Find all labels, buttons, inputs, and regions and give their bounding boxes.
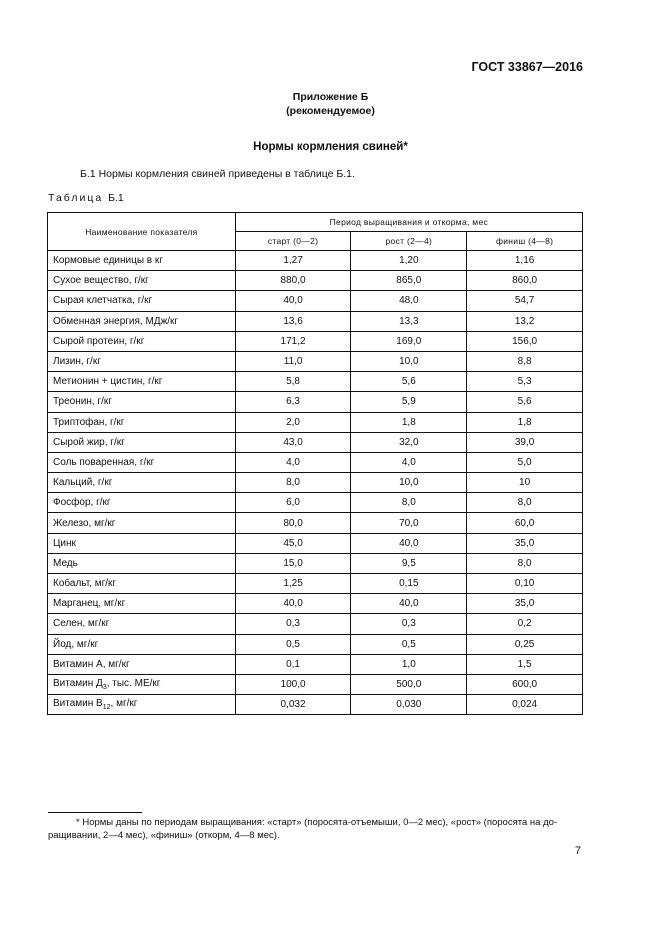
value-finish: 0,25 [467,634,583,654]
indicator-name-text: Йод, мг/кг [53,638,99,650]
value-growth: 70,0 [351,513,467,533]
table-row [48,251,583,271]
header-indicator: Наименование показателя [48,213,236,251]
indicator-name-text: Селен, мг/кг [53,618,110,630]
table-row [48,654,583,674]
indicator-subscript: 3 [102,684,107,692]
value-finish: 39,0 [467,432,583,452]
indicator-name-text: Кормовые единицы в кг [53,255,163,267]
value-finish: 156,0 [467,331,583,351]
indicator-unit: , тыс. МЕ/кг [106,678,161,690]
value-start: 0,032 [235,695,351,715]
value-finish: 5,3 [467,372,583,392]
indicator-name [48,553,236,573]
indicator-name-text: Витамин В [53,698,103,710]
value-start: 13,6 [235,311,351,331]
indicator-unit: , мг/кг [110,698,138,710]
value-finish: 54,7 [467,291,583,311]
indicator-name [48,392,236,412]
indicator-name-text: Сухое вещество, г/кг [53,275,149,287]
indicator-name [48,271,236,291]
value-finish: 0,10 [467,574,583,594]
value-start: 80,0 [235,513,351,533]
table-row [48,311,583,331]
indicator-name-text: Витамин Д [53,678,103,690]
indicator-name [48,473,236,493]
value-growth: 865,0 [351,271,467,291]
page-number: 7 [574,845,581,857]
table-caption-word: Таблица [48,192,104,204]
value-start: 6,0 [235,493,351,513]
indicator-name [48,311,236,331]
value-finish: 1,16 [467,251,583,271]
value-growth: 1,8 [351,412,467,432]
indicator-name-text: Кальций, г/кг [53,477,113,489]
value-finish: 1,5 [467,654,583,674]
indicator-name-text: Цинк [53,537,76,549]
indicator-name [48,533,236,553]
value-start: 4,0 [235,452,351,472]
table-row [48,634,583,654]
value-growth: 32,0 [351,432,467,452]
indicator-subscript: 12 [102,704,111,712]
indicator-name-text: Фосфор, г/кг [53,497,111,509]
footnote-line-2: ращивании, 2—4 мес), «финиш» (откорм, 4—8 мес). [48,830,280,841]
indicator-name-text: Триптофан, г/кг [53,416,125,428]
value-start: 5,8 [235,372,351,392]
table-row [48,331,583,351]
appendix-subtitle: (рекомендуемое) [286,105,375,117]
table-row [48,674,583,694]
indicator-name-text: Кобальт, мг/кг [53,578,117,590]
indicator-name-text: Метионин + цистин, г/кг [53,376,163,388]
value-start: 8,0 [235,473,351,493]
table-row [48,372,583,392]
indicator-name-text: Обменная энергия, МДж/кг [53,315,179,327]
indicator-name-text: Железо, мг/кг [53,517,116,529]
value-finish: 860,0 [467,271,583,291]
value-growth: 0,5 [351,634,467,654]
footnote-line-1: * Нормы даны по периодам выращивания: «старт» (поросята-отъемыши, 0—2 мес), «рост» (поросята на до- [76,817,558,828]
indicator-name [48,574,236,594]
indicator-name [48,291,236,311]
value-growth: 1,20 [351,251,467,271]
table-body [48,251,583,715]
table-row [48,513,583,533]
value-growth: 5,9 [351,392,467,412]
table-row [48,412,583,432]
indicator-name [48,594,236,614]
value-growth: 0,030 [351,695,467,715]
header-period: Период выращивания и откорма, мес [235,213,582,232]
section-title: Нормы кормления свиней* [253,141,408,153]
table-row [48,351,583,371]
table-row [48,452,583,472]
value-finish: 600,0 [467,674,583,694]
table-caption-number: Б.1 [108,192,124,204]
value-start: 0,1 [235,654,351,674]
indicator-name [48,695,236,715]
table-row [48,271,583,291]
value-finish: 0,2 [467,614,583,634]
value-finish: 10 [467,473,583,493]
value-start: 880,0 [235,271,351,291]
value-start: 0,5 [235,634,351,654]
table-row [48,291,583,311]
value-start: 40,0 [235,291,351,311]
indicator-name [48,513,236,533]
value-finish: 1,8 [467,412,583,432]
value-start: 6,3 [235,392,351,412]
indicator-name [48,674,236,694]
footnote [48,816,583,842]
value-growth: 500,0 [351,674,467,694]
appendix-title: Приложение Б [292,91,369,103]
indicator-name-text: Сырая клетчатка, г/кг [53,295,153,307]
table-row [48,695,583,715]
feeding-norms-table [47,212,583,715]
value-start: 0,3 [235,614,351,634]
indicator-name-text: Марганец, мг/кг [53,598,126,610]
header-column-start: старт (0—2) [235,232,351,251]
indicator-name [48,351,236,371]
appendix-heading [0,90,661,118]
value-growth: 48,0 [351,291,467,311]
value-growth: 0,15 [351,574,467,594]
indicator-name [48,654,236,674]
table-row [48,614,583,634]
indicator-name [48,372,236,392]
value-growth: 5,6 [351,372,467,392]
value-growth: 0,3 [351,614,467,634]
value-growth: 10,0 [351,351,467,371]
footnote-divider [48,812,142,813]
indicator-name-text: Треонин, г/кг [53,396,112,408]
value-growth: 40,0 [351,533,467,553]
value-finish: 35,0 [467,533,583,553]
table-row [48,533,583,553]
table-row [48,473,583,493]
indicator-name [48,432,236,452]
indicator-name [48,614,236,634]
indicator-name-text: Витамин А, мг/кг [53,658,130,670]
value-growth: 4,0 [351,452,467,472]
indicator-name [48,634,236,654]
value-start: 45,0 [235,533,351,553]
value-start: 15,0 [235,553,351,573]
indicator-name-text: Сырой протеин, г/кг [53,335,145,347]
table-row [48,392,583,412]
indicator-name [48,251,236,271]
indicator-name [48,331,236,351]
value-growth: 13,3 [351,311,467,331]
value-finish: 0,024 [467,695,583,715]
value-finish: 5,6 [467,392,583,412]
intro-paragraph: Б.1 Нормы кормления свиней приведены в таблице Б.1. [80,168,355,180]
value-finish: 8,0 [467,553,583,573]
table-row [48,493,583,513]
document-code: ГОСТ 33867—2016 [471,60,583,74]
indicator-name [48,493,236,513]
table-caption [48,192,124,204]
value-start: 11,0 [235,351,351,371]
value-start: 40,0 [235,594,351,614]
value-growth: 1,0 [351,654,467,674]
value-growth: 9,5 [351,553,467,573]
table-row [48,594,583,614]
value-finish: 13,2 [467,311,583,331]
table-row [48,574,583,594]
value-start: 43,0 [235,432,351,452]
indicator-name-text: Сырой жир, г/кг [53,436,125,448]
value-finish: 5,0 [467,452,583,472]
value-start: 1,27 [235,251,351,271]
indicator-name-text: Соль поваренная, г/кг [53,456,155,468]
value-finish: 8,0 [467,493,583,513]
value-start: 100,0 [235,674,351,694]
value-start: 1,25 [235,574,351,594]
indicator-name [48,412,236,432]
value-growth: 8,0 [351,493,467,513]
value-finish: 60,0 [467,513,583,533]
indicator-name [48,452,236,472]
header-column-finish: финиш (4—8) [467,232,583,251]
indicator-name-text: Медь [53,557,78,569]
value-start: 171,2 [235,331,351,351]
value-start: 2,0 [235,412,351,432]
value-finish: 8,8 [467,351,583,371]
value-growth: 10,0 [351,473,467,493]
value-finish: 35,0 [467,594,583,614]
table-row [48,553,583,573]
value-growth: 169,0 [351,331,467,351]
indicator-name-text: Лизин, г/кг [53,356,101,368]
value-growth: 40,0 [351,594,467,614]
table-row [48,432,583,452]
header-column-growth: рост (2—4) [351,232,467,251]
